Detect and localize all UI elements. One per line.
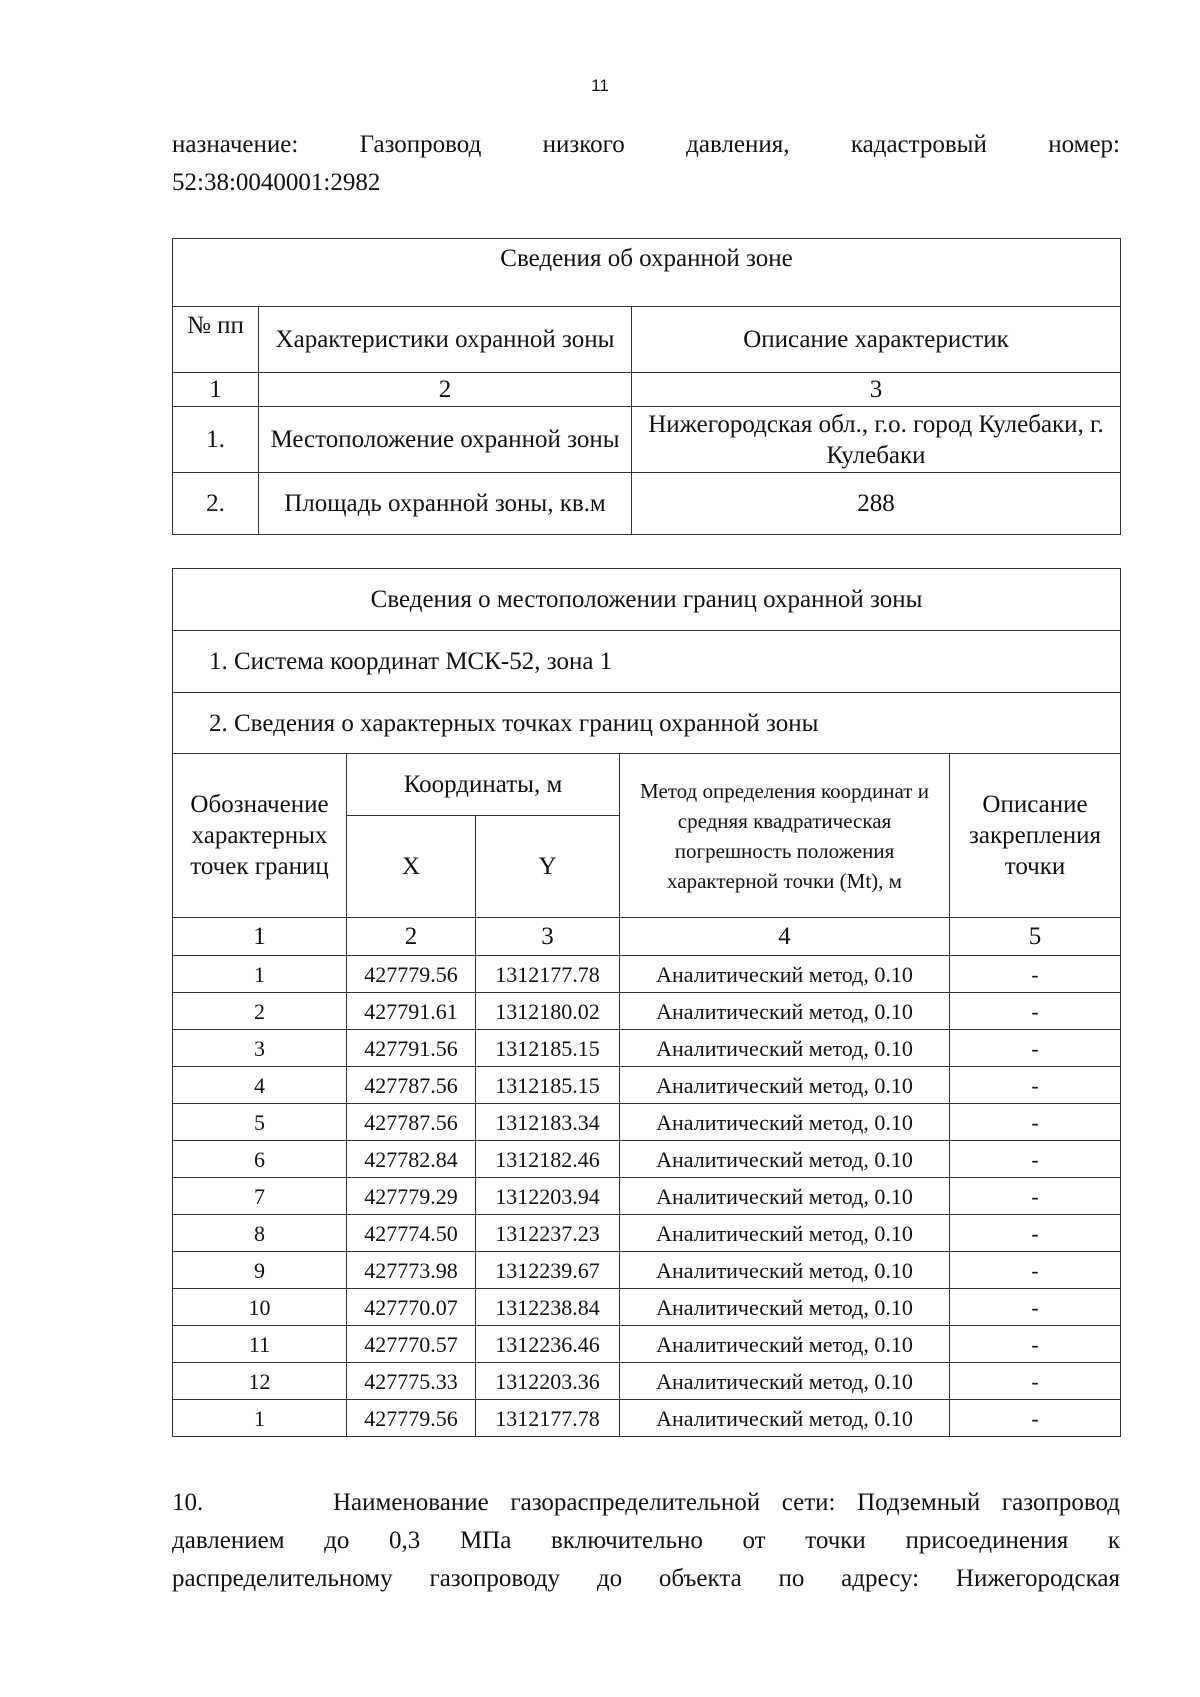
y-coordinate: 1312185.15 bbox=[476, 1067, 620, 1104]
header-x: X bbox=[347, 816, 476, 918]
table-row bbox=[173, 1067, 1121, 1104]
y-coordinate: 1312203.36 bbox=[476, 1363, 620, 1400]
point-designation: 5 bbox=[173, 1104, 347, 1141]
column-number: 3 bbox=[632, 373, 1121, 407]
x-coordinate: 427779.56 bbox=[347, 1400, 476, 1437]
y-coordinate: 1312185.15 bbox=[476, 1030, 620, 1067]
fixing-value: - bbox=[950, 993, 1121, 1030]
y-coordinate: 1312177.78 bbox=[476, 956, 620, 993]
intro-word: назначение: bbox=[172, 131, 299, 158]
y-coordinate: 1312236.46 bbox=[476, 1326, 620, 1363]
point-designation: 9 bbox=[173, 1252, 347, 1289]
fixing-value: - bbox=[950, 1067, 1121, 1104]
row-number: 1. bbox=[173, 407, 259, 473]
row-number: 2. bbox=[173, 473, 259, 535]
paragraph-line: 10. Наименование газораспределительной сети: Подземный газопровод bbox=[172, 1489, 1120, 1516]
characteristic-name: Площадь охранной зоны, кв.м bbox=[259, 473, 632, 535]
fixing-value: - bbox=[950, 1363, 1121, 1400]
y-coordinate: 1312180.02 bbox=[476, 993, 620, 1030]
header-fixing: Описание закрепления точки bbox=[950, 754, 1121, 918]
table-row bbox=[173, 1326, 1121, 1363]
point-designation: 8 bbox=[173, 1215, 347, 1252]
header-number: № пп bbox=[173, 307, 259, 373]
column-number: 2 bbox=[259, 373, 632, 407]
intro-word: кадастровый bbox=[850, 131, 987, 158]
point-designation: 11 bbox=[173, 1326, 347, 1363]
method-value: Аналитический метод, 0.10 bbox=[620, 1104, 950, 1141]
point-designation: 6 bbox=[173, 1141, 347, 1178]
method-value: Аналитический метод, 0.10 bbox=[620, 1252, 950, 1289]
column-number: 1 bbox=[173, 918, 347, 956]
table-row bbox=[173, 1178, 1121, 1215]
column-number: 5 bbox=[950, 918, 1121, 956]
intro-line-1 bbox=[172, 126, 1120, 164]
table-row bbox=[173, 1104, 1121, 1141]
table-row bbox=[173, 1252, 1121, 1289]
point-designation: 3 bbox=[173, 1030, 347, 1067]
y-coordinate: 1312239.67 bbox=[476, 1252, 620, 1289]
point-designation: 1 bbox=[173, 956, 347, 993]
coordinate-system: 1. Система координат МСК-52, зона 1 bbox=[173, 631, 1121, 693]
column-number: 2 bbox=[347, 918, 476, 956]
intro-word: низкого bbox=[542, 131, 625, 158]
x-coordinate: 427774.50 bbox=[347, 1215, 476, 1252]
method-value: Аналитический метод, 0.10 bbox=[620, 1178, 950, 1215]
column-number: 3 bbox=[476, 918, 620, 956]
zone-table-title: Сведения об охранной зоне bbox=[173, 239, 1121, 307]
header-y: Y bbox=[476, 816, 620, 918]
y-coordinate: 1312182.46 bbox=[476, 1141, 620, 1178]
x-coordinate: 427787.56 bbox=[347, 1067, 476, 1104]
x-coordinate: 427770.57 bbox=[347, 1326, 476, 1363]
point-designation: 2 bbox=[173, 993, 347, 1030]
y-coordinate: 1312183.34 bbox=[476, 1104, 620, 1141]
table-row bbox=[173, 956, 1121, 993]
method-value: Аналитический метод, 0.10 bbox=[620, 1400, 950, 1437]
paragraph-line: давлением до 0,3 МПа включительно от точки присоединения к bbox=[172, 1527, 1120, 1554]
fixing-value: - bbox=[950, 1141, 1121, 1178]
point-designation: 4 bbox=[173, 1067, 347, 1104]
method-value: Аналитический метод, 0.10 bbox=[620, 1326, 950, 1363]
x-coordinate: 427791.56 bbox=[347, 1030, 476, 1067]
fixing-value: - bbox=[950, 1289, 1121, 1326]
table-row bbox=[173, 1215, 1121, 1252]
method-value: Аналитический метод, 0.10 bbox=[620, 1067, 950, 1104]
x-coordinate: 427770.07 bbox=[347, 1289, 476, 1326]
point-designation: 1 bbox=[173, 1400, 347, 1437]
fixing-value: - bbox=[950, 1252, 1121, 1289]
y-coordinate: 1312203.94 bbox=[476, 1178, 620, 1215]
intro-word: Газопровод bbox=[359, 131, 482, 158]
fixing-value: - bbox=[950, 1104, 1121, 1141]
table-row bbox=[173, 1030, 1121, 1067]
method-value: Аналитический метод, 0.10 bbox=[620, 1289, 950, 1326]
point-designation: 12 bbox=[173, 1363, 347, 1400]
boundary-table-title: Сведения о местоположении границ охранной зоны bbox=[173, 569, 1121, 631]
header-characteristics: Характеристики охранной зоны bbox=[259, 307, 632, 373]
header-coordinates: Координаты, м bbox=[347, 754, 620, 816]
fixing-value: - bbox=[950, 1400, 1121, 1437]
table-row bbox=[173, 1289, 1121, 1326]
x-coordinate: 427773.98 bbox=[347, 1252, 476, 1289]
cadastral-number: 52:38:0040001:2982 bbox=[172, 169, 381, 196]
intro-paragraph bbox=[172, 126, 1120, 202]
page-number: 11 bbox=[591, 76, 609, 95]
column-number: 4 bbox=[620, 918, 950, 956]
x-coordinate: 427775.33 bbox=[347, 1363, 476, 1400]
method-value: Аналитический метод, 0.10 bbox=[620, 1215, 950, 1252]
x-coordinate: 427791.61 bbox=[347, 993, 476, 1030]
method-value: Аналитический метод, 0.10 bbox=[620, 1363, 950, 1400]
fixing-value: - bbox=[950, 1030, 1121, 1067]
column-number: 1 bbox=[173, 373, 259, 407]
x-coordinate: 427787.56 bbox=[347, 1104, 476, 1141]
fixing-value: - bbox=[950, 956, 1121, 993]
characteristic-name: Местоположение охранной зоны bbox=[259, 407, 632, 473]
table-row bbox=[173, 1400, 1121, 1437]
table-row bbox=[173, 1141, 1121, 1178]
method-value: Аналитический метод, 0.10 bbox=[620, 1141, 950, 1178]
x-coordinate: 427782.84 bbox=[347, 1141, 476, 1178]
method-value: Аналитический метод, 0.10 bbox=[620, 993, 950, 1030]
characteristic-value: 288 bbox=[632, 473, 1121, 535]
x-coordinate: 427779.56 bbox=[347, 956, 476, 993]
header-description: Описание характеристик bbox=[632, 307, 1121, 373]
point-designation: 10 bbox=[173, 1289, 347, 1326]
point-designation: 7 bbox=[173, 1178, 347, 1215]
fixing-value: - bbox=[950, 1326, 1121, 1363]
intro-word: номер: bbox=[1048, 131, 1120, 158]
y-coordinate: 1312238.84 bbox=[476, 1289, 620, 1326]
x-coordinate: 427779.29 bbox=[347, 1178, 476, 1215]
header-designation: Обозначение характерных точек границ bbox=[173, 754, 347, 918]
fixing-value: - bbox=[950, 1215, 1121, 1252]
fixing-value: - bbox=[950, 1178, 1121, 1215]
paragraph-line: распределительному газопроводу до объекта по адресу: Нижегородская bbox=[172, 1565, 1120, 1592]
method-value: Аналитический метод, 0.10 bbox=[620, 1030, 950, 1067]
protection-zone-table bbox=[172, 238, 1121, 535]
method-value: Аналитический метод, 0.10 bbox=[620, 956, 950, 993]
table-row bbox=[173, 1363, 1121, 1400]
characteristic-value: Нижегородская обл., г.о. город Кулебаки, г. Кулебаки bbox=[632, 407, 1121, 473]
y-coordinate: 1312177.78 bbox=[476, 1400, 620, 1437]
points-title: 2. Сведения о характерных точках границ охранной зоны bbox=[173, 693, 1121, 754]
table-row bbox=[173, 993, 1121, 1030]
y-coordinate: 1312237.23 bbox=[476, 1215, 620, 1252]
point-rows bbox=[173, 956, 1121, 1437]
section-10-paragraph bbox=[172, 1484, 1120, 1598]
boundary-table bbox=[172, 568, 1121, 1437]
intro-word: давления, bbox=[686, 131, 790, 158]
header-method: Метод определения координат и средняя квадратическая погрешность положения характерной точки (Mt), м bbox=[620, 754, 950, 918]
